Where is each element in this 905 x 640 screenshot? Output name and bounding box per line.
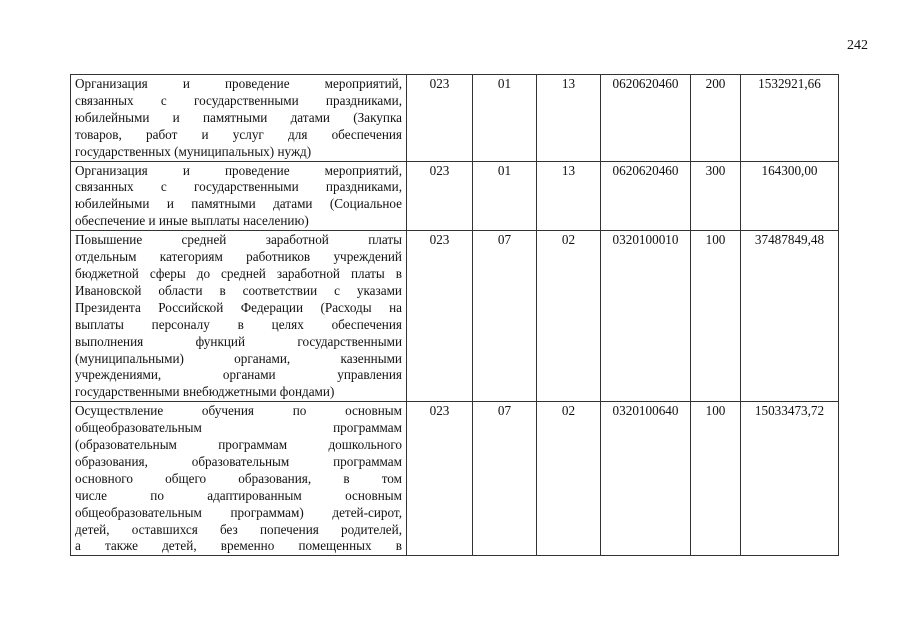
description-line: а также детей, временно помещенных в [75,538,402,554]
description-line: Осуществление обучения по основным [75,403,402,419]
row-description [71,161,407,231]
description-line: основного общего образования, в том [75,470,402,486]
table-row [71,75,839,162]
description-line: общеобразовательным программам) детей-сирот, [75,504,402,520]
expense-type-code: 300 [691,161,741,231]
description-line: государственных (муниципальных) нужд) [75,143,312,159]
description-line: (муниципальными) органами, казенными [75,350,402,366]
description-line: юбилейными и памятными датами (Закупка [75,109,402,125]
budget-table [70,74,839,556]
ministry-code: 023 [407,75,473,162]
target-article-code: 0320100010 [601,231,691,402]
description-line: Президента Российской Федерации (Расходы на [75,299,402,315]
target-article-code: 0620620460 [601,161,691,231]
table-row [71,231,839,402]
description-line: числе по адаптированным основным [75,487,402,503]
target-article-code: 0620620460 [601,75,691,162]
description-line: Повышение средней заработной платы [75,232,402,248]
description-line: (образовательным программам дошкольного [75,437,402,453]
description-line: бюджетной сферы до средней заработной платы в [75,265,402,281]
amount: 15033473,72 [741,402,839,556]
amount: 37487849,48 [741,231,839,402]
description-line: выплаты персоналу в целях обеспечения [75,316,402,332]
section-code: 01 [473,75,537,162]
table-row [71,402,839,556]
amount: 1532921,66 [741,75,839,162]
description-line: образования, образовательным программам [75,453,402,469]
description-line: обеспечение и иные выплаты населению) [75,213,309,229]
description-line: детей, оставшихся без попечения родителей, [75,521,402,537]
row-description [71,75,407,162]
expense-type-code: 100 [691,231,741,402]
target-article-code: 0320100640 [601,402,691,556]
description-line: Ивановской области в соответствии с указами [75,282,402,298]
ministry-code: 023 [407,161,473,231]
description-line: Организация и проведение мероприятий, [75,162,402,178]
description-line: общеобразовательным программам [75,420,402,436]
ministry-code: 023 [407,231,473,402]
description-line: учреждениями, органами управления [75,367,402,383]
section-code: 07 [473,231,537,402]
table-row [71,161,839,231]
section-code: 07 [473,402,537,556]
subsection-code: 13 [537,161,601,231]
description-line: связанных с государственными праздниками, [75,179,402,195]
row-description [71,402,407,556]
subsection-code: 02 [537,231,601,402]
description-line: товаров, работ и услуг для обеспечения [75,126,402,142]
expense-type-code: 200 [691,75,741,162]
description-line: связанных с государственными праздниками, [75,92,402,108]
description-line: юбилейными и памятными датами (Социальное [75,196,402,212]
description-line: выполнения функций государственными [75,333,402,349]
section-code: 01 [473,161,537,231]
amount: 164300,00 [741,161,839,231]
page-number: 242 [847,38,868,53]
row-description [71,231,407,402]
description-line: государственными внебюджетными фондами) [75,384,335,400]
description-line: отдельным категориям работников учреждений [75,249,402,265]
subsection-code: 13 [537,75,601,162]
subsection-code: 02 [537,402,601,556]
description-line: Организация и проведение мероприятий, [75,76,402,91]
ministry-code: 023 [407,402,473,556]
expense-type-code: 100 [691,402,741,556]
